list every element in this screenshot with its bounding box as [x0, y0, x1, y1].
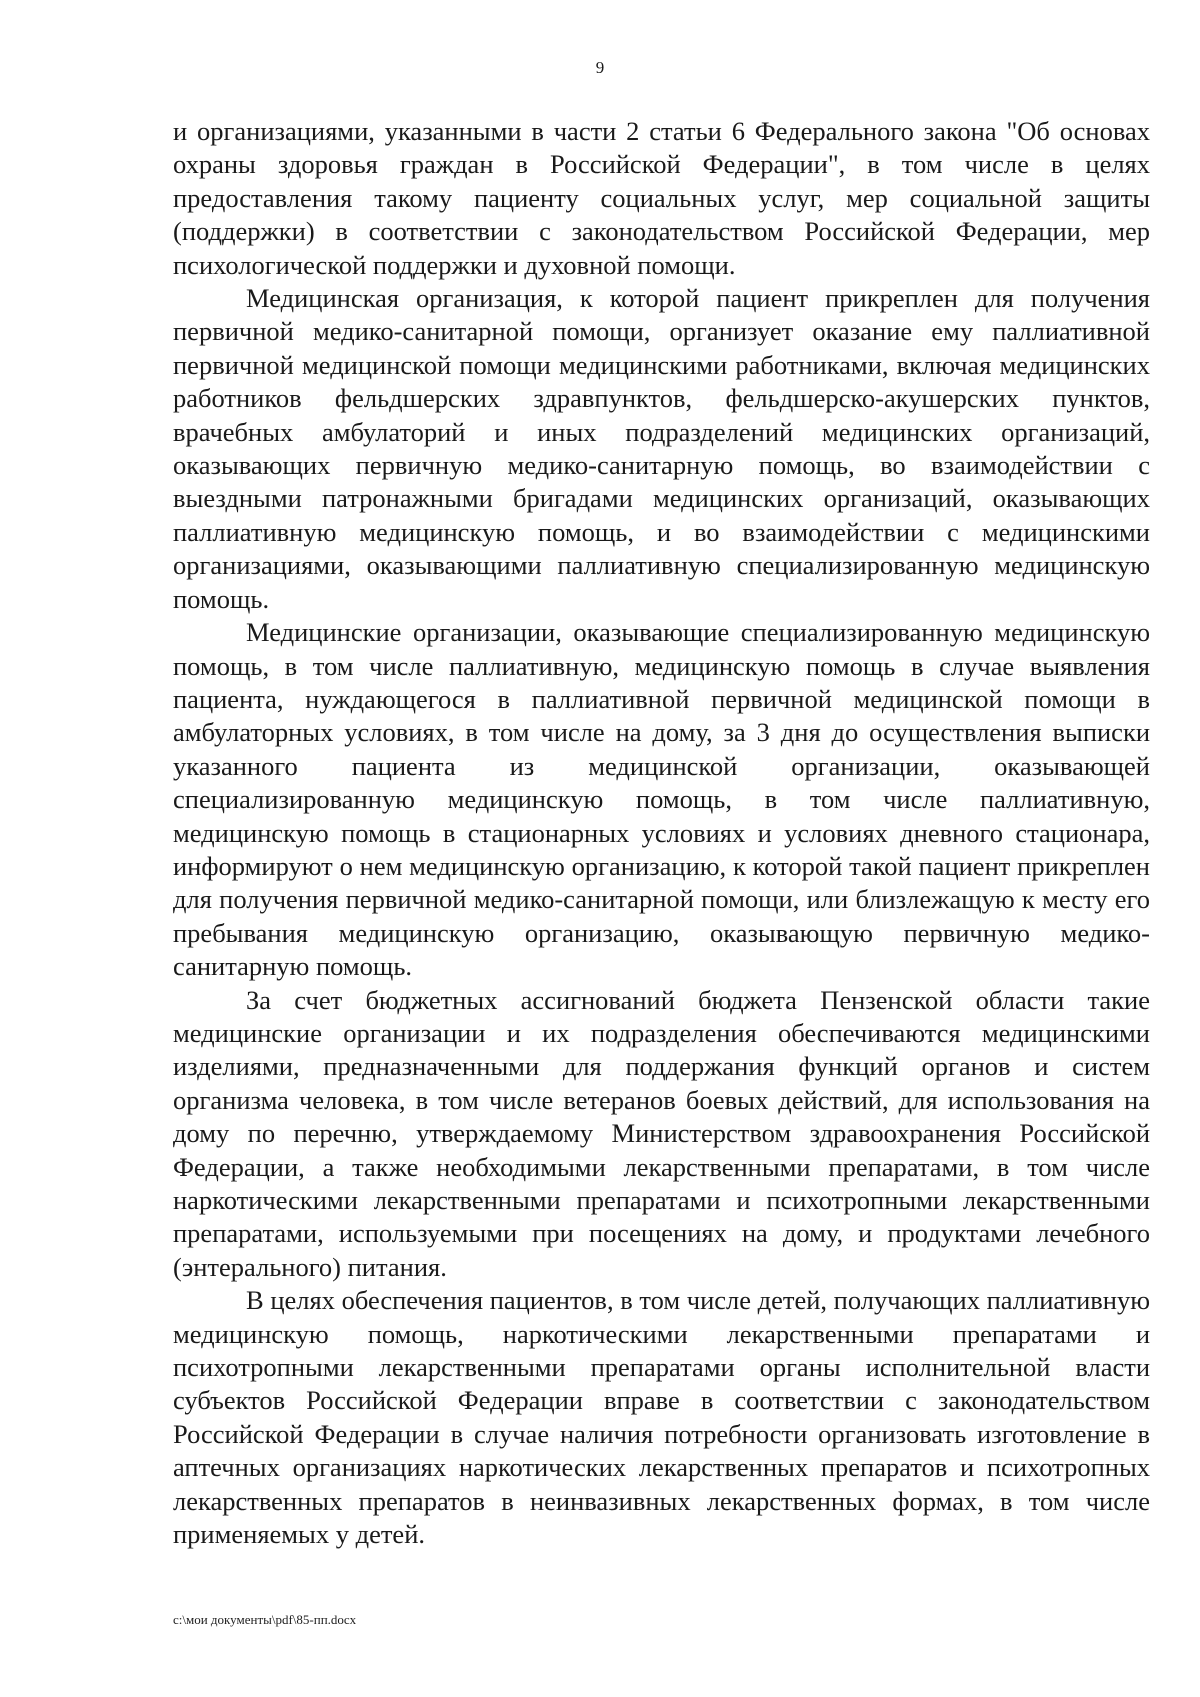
footer-file-path: c:\мои документы\pdf\85-пп.docx [173, 1612, 357, 1627]
paragraph-medical-organization: Медицинская организация, к которой пациент прикреплен для получения первичной медико-санитарной помощи, организует оказание ему паллиативной первичной медицинской помощи медицинскими работниками, включая медицинских работников фельдшерских здравпунктов, фельдшерско-акушерских пунктов, врачебных амбулаторий и иных подразделений медицинских организаций, оказывающих первичную медико-санитарную помощь, во взаимодействии с выездными патронажными бригадами медицинских организаций, оказывающих паллиативную медицинскую помощь, и во взаимодействии с медицинскими организациями, оказывающими паллиативную специализированную медицинскую помощь. [173, 283, 1150, 614]
document-body [173, 115, 1150, 1551]
paragraph-budget-funding: За счет бюджетных ассигнований бюджета Пензенской области такие медицинские организации и их подразделения обеспечиваются медицинскими изделиями, предназначенными для поддержания функций органов и систем организма человека, в том числе ветеранов боевых действий, для использования на дому по перечню, утверждаемому Министерством здравоохранения Российской Федерации, а также необходимыми лекарственными препаратами, в том числе наркотическими лекарственными препаратами и психотропными лекарственными препаратами, используемыми при посещениях на дому, и продуктами лечебного (энтерального) питания. [173, 984, 1150, 1282]
paragraph-specialized-care: Медицинские организации, оказывающие специализированную медицинскую помощь, в том числе паллиативную, медицинскую помощь в случае выявления пациента, нуждающегося в паллиативной первичной медицинской помощи в амбулаторных условиях, в том числе на дому, за 3 дня до осуществления выписки указанного пациента из медицинской организации, оказывающей специализированную медицинскую помощь, в том числе паллиативную, медицинскую помощь в стационарных условиях и условиях дневного стационара, информируют о нем медицинскую организацию, к которой такой пациент прикреплен для получения первичной медико-санитарной помощи, или близлежащую к месту его пребывания медицинскую организацию, оказывающую первичную медико-санитарную помощь. [173, 617, 1150, 982]
page-number: 9 [595, 58, 605, 77]
paragraph-narcotic-provision: В целях обеспечения пациентов, в том числе детей, получающих паллиативную медицинскую помощь, наркотическими лекарственными препаратами и психотропными лекарственными препаратами органы исполнительной власти субъектов Российской Федерации вправе в соответствии с законодательством Российской Федерации в случае наличия потребности организовать изготовление в аптечных организациях наркотических лекарственных препаратов и психотропных лекарственных препаратов в неинвазивных лекарственных формах, в том числе применяемых у детей. [173, 1285, 1150, 1550]
paragraph-continuation: и организациями, указанными в части 2 статьи 6 Федерального закона "Об основах охраны здоровья граждан в Российской Федерации", в том числе в целях предоставления такому пациенту социальных услуг, мер социальной защиты (поддержки) в соответствии с законодательством Российской Федерации, мер психологической поддержки и духовной помощи. [173, 116, 1150, 280]
